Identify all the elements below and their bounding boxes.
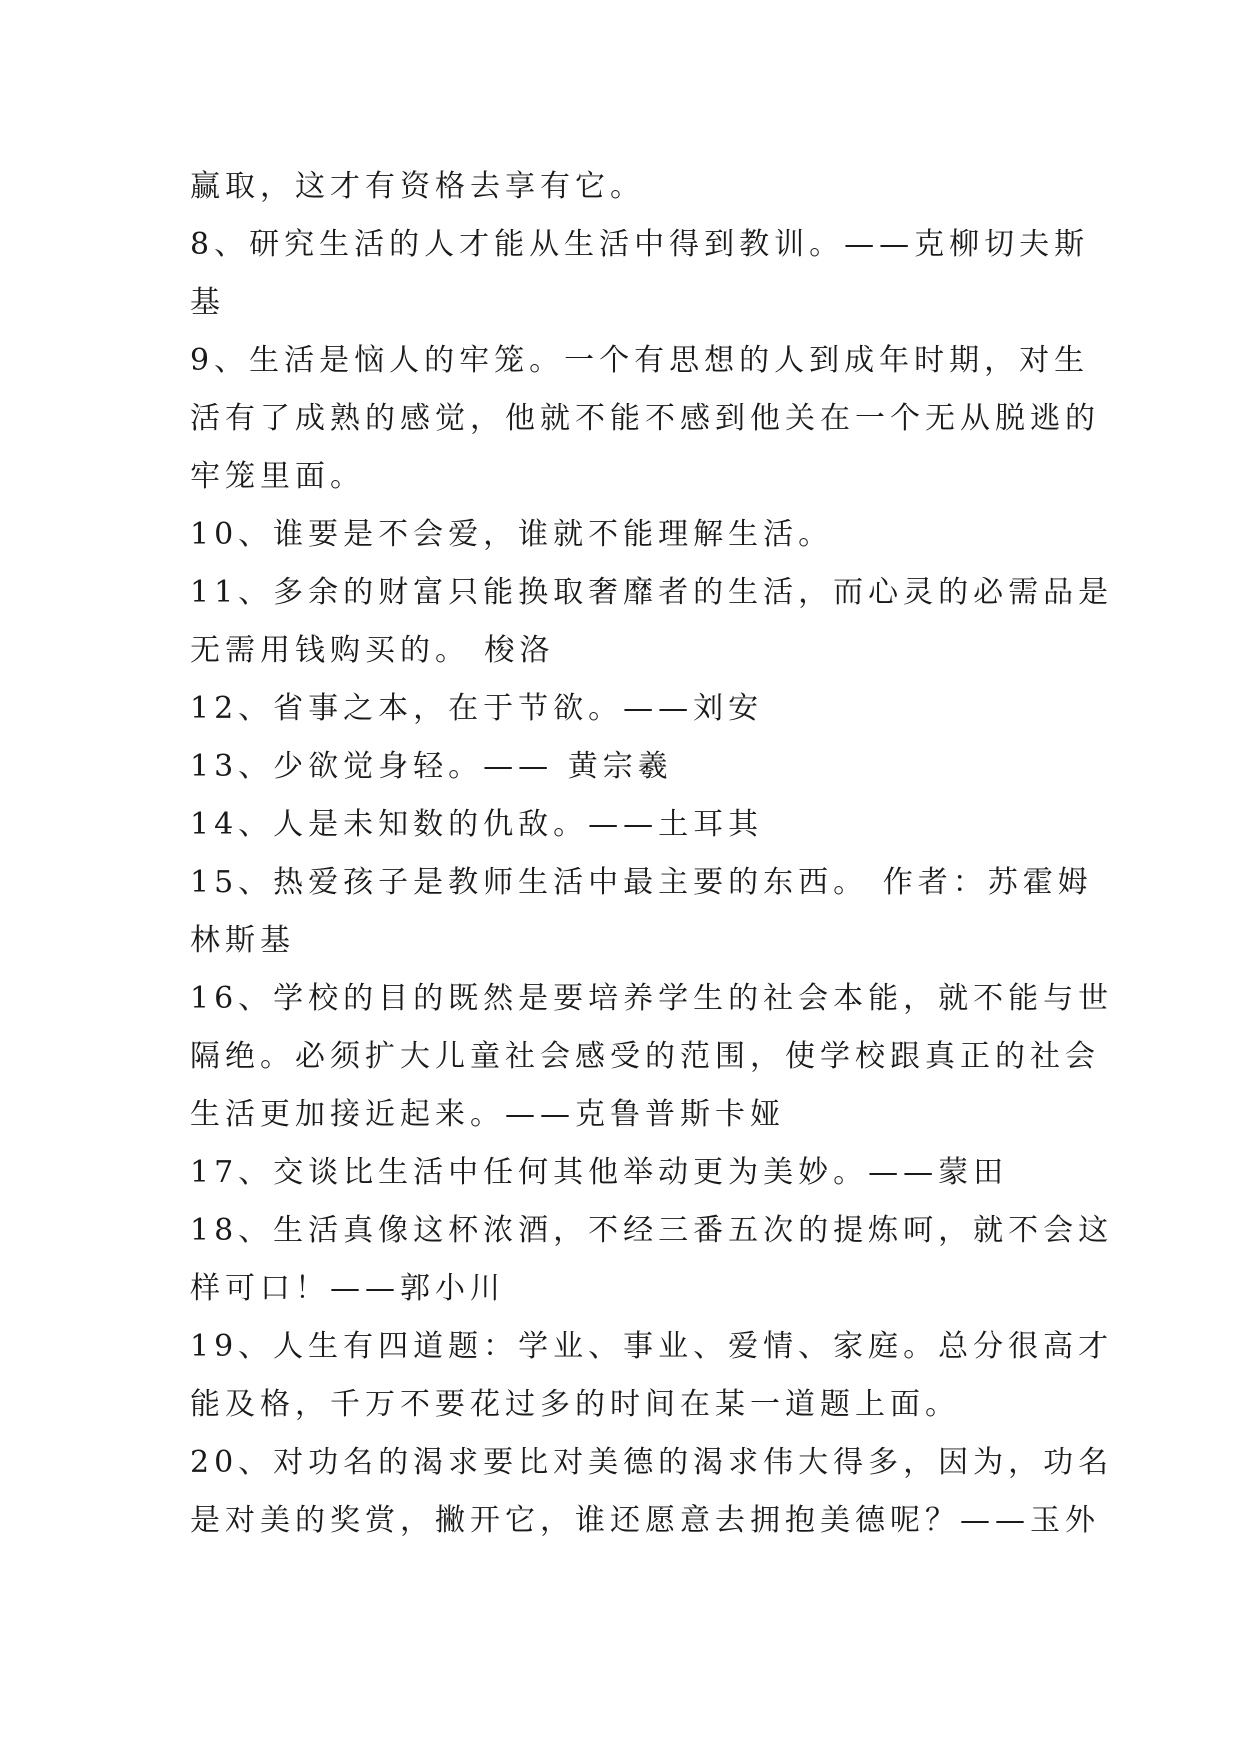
text-line: 17、交谈比生活中任何其他举动更为美妙。——蒙田 — [190, 1155, 1009, 1190]
text-line: 样可口！——郭小川 — [190, 1271, 505, 1306]
text-line: 18、生活真像这杯浓酒，不经三番五次的提炼呵，就不会这 — [190, 1213, 1114, 1248]
text-line: 能及格，千万不要花过多的时间在某一道题上面。 — [190, 1387, 960, 1422]
text-line: 基 — [190, 285, 225, 320]
text-line: 无需用钱购买的。 梭洛 — [190, 633, 555, 668]
text-line: 隔绝。必须扩大儿童社会感受的范围，使学校跟真正的社会 — [190, 1039, 1100, 1074]
text-line: 14、人是未知数的仇敌。——土耳其 — [190, 807, 764, 842]
text-line: 9、生活是恼人的牢笼。一个有思想的人到成年时期，对生 — [190, 343, 1090, 378]
text-line: 12、省事之本，在于节欲。——刘安 — [190, 691, 764, 726]
text-line: 20、对功名的渴求要比对美德的渴求伟大得多，因为，功名 — [190, 1445, 1114, 1480]
text-line: 10、谁要是不会爱，谁就不能理解生活。 — [190, 517, 834, 552]
text-line: 是对美的奖赏，撇开它，谁还愿意去拥抱美德呢？——玉外 — [190, 1503, 1100, 1538]
text-line: 8、研究生活的人才能从生活中得到教训。——克柳切夫斯 — [190, 227, 1090, 262]
text-line: 16、学校的目的既然是要培养学生的社会本能，就不能与世 — [190, 981, 1114, 1016]
document-page — [190, 158, 1114, 1550]
text-line: 生活更加接近起来。——克鲁普斯卡娅 — [190, 1097, 785, 1132]
text-line: 19、人生有四道题：学业、事业、爱情、家庭。总分很高才 — [190, 1329, 1114, 1364]
text-line: 13、少欲觉身轻。—— 黄宗羲 — [190, 749, 673, 784]
text-line: 林斯基 — [190, 923, 295, 958]
text-line: 活有了成熟的感觉，他就不能不感到他关在一个无从脱逃的 — [190, 401, 1100, 436]
text-line: 15、热爱孩子是教师生活中最主要的东西。 作者：苏霍姆 — [190, 865, 1093, 900]
text-line: 牢笼里面。 — [190, 459, 365, 494]
text-line: 赢取，这才有资格去享有它。 — [190, 169, 645, 204]
text-line: 11、多余的财富只能换取奢靡者的生活，而心灵的必需品是 — [190, 575, 1114, 610]
